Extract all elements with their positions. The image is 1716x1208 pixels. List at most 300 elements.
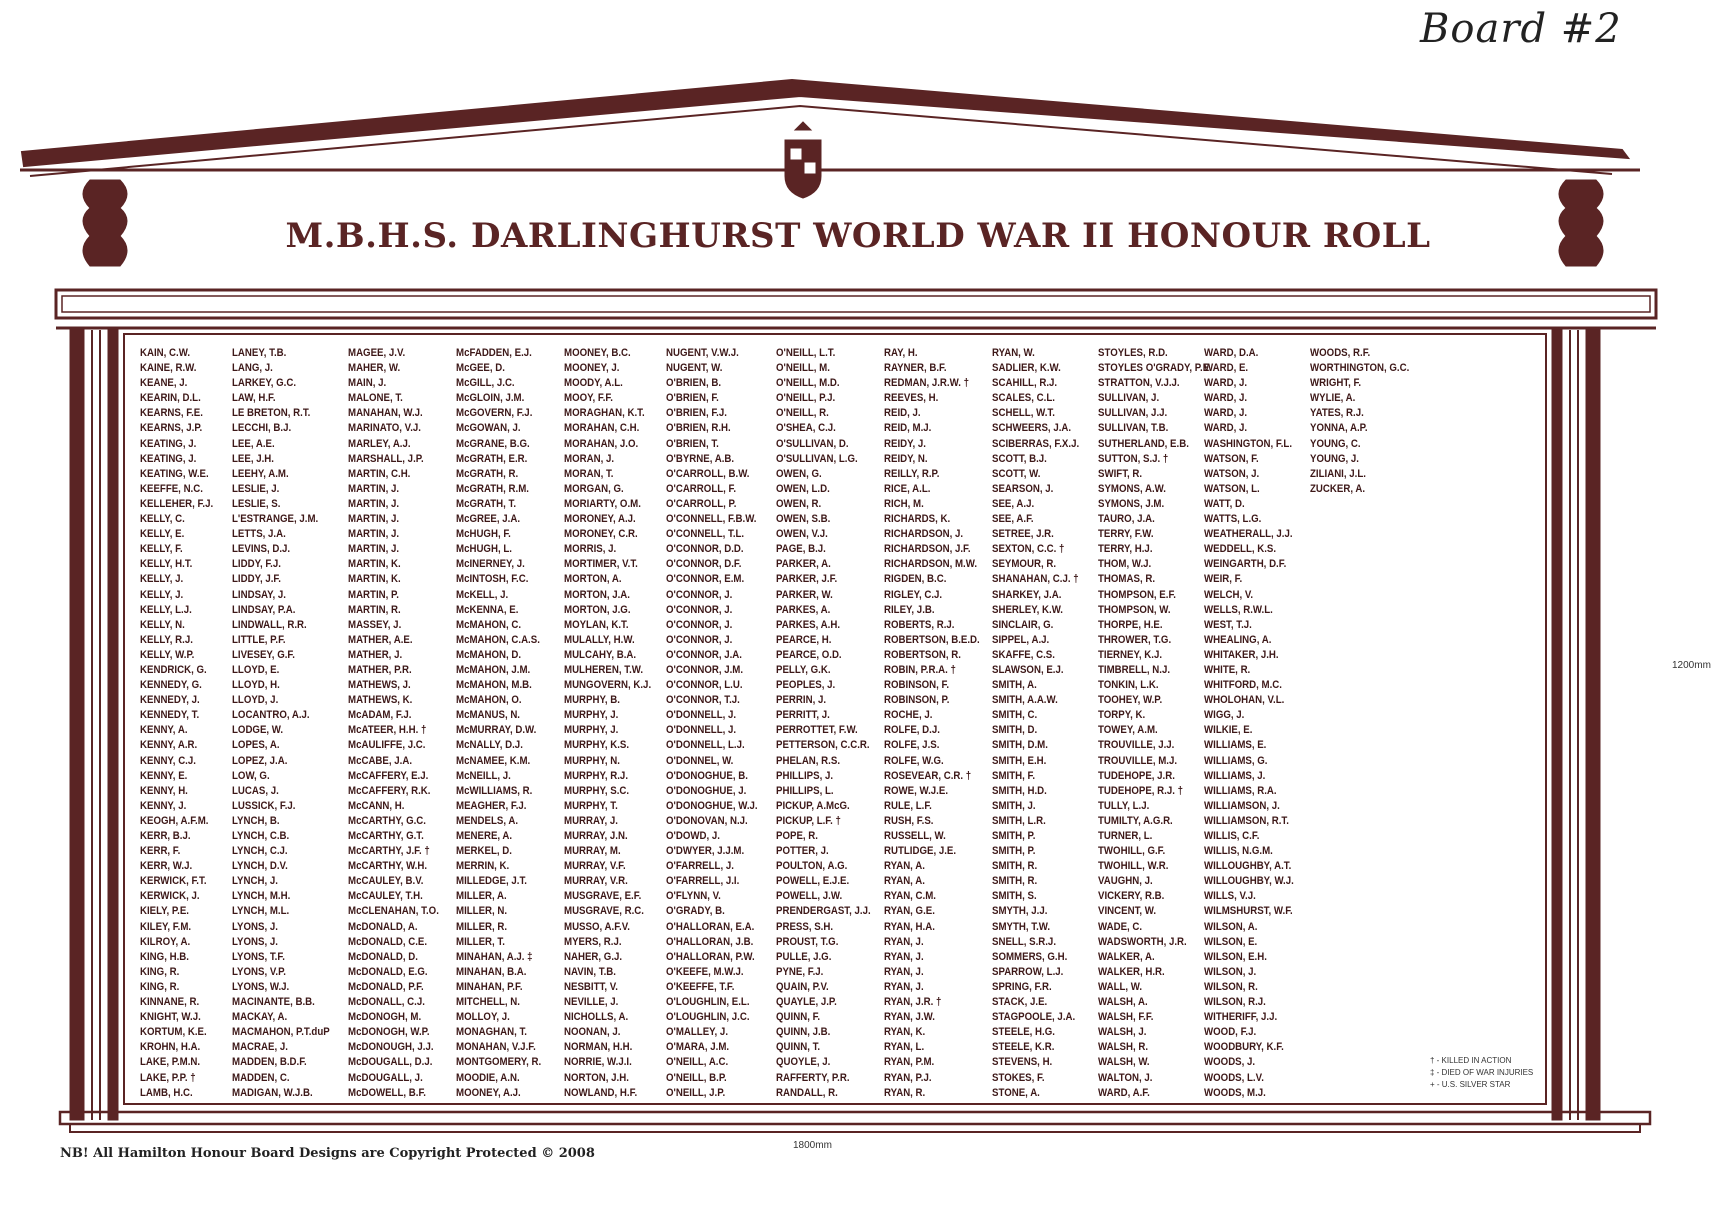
honour-name: McGRATH, R. bbox=[456, 467, 519, 480]
honour-name: PARKES, A. bbox=[776, 603, 831, 616]
honour-name: RYAN, J. bbox=[884, 935, 924, 948]
honour-name: LAKE, P.M.N. bbox=[140, 1056, 201, 1069]
honour-name: LEE, A.E. bbox=[232, 437, 275, 450]
copyright-notice: NB! All Hamilton Honour Board Designs are Copyright Protected © 2008 bbox=[60, 1146, 595, 1161]
honour-name: McADAM, F.J. bbox=[348, 709, 412, 722]
name-column bbox=[1098, 346, 1212, 1101]
honour-name: MURPHY, S.C. bbox=[564, 784, 630, 797]
honour-name: PAGE, B.J. bbox=[776, 543, 826, 556]
honour-name: McGRATH, T. bbox=[456, 497, 517, 510]
honour-name: RIGDEN, B.C. bbox=[884, 573, 947, 586]
honour-name: MORAGHAN, K.T. bbox=[564, 407, 645, 420]
honour-name: McHUGH, F. bbox=[456, 528, 511, 541]
honour-name: SCOTT, B.J. bbox=[992, 452, 1047, 465]
honour-name: McGREE, J.A. bbox=[456, 513, 521, 526]
honour-name: MOLLOY, J. bbox=[456, 1011, 510, 1024]
honour-name: MOONEY, J. bbox=[564, 362, 620, 375]
honour-name: O'SHEA, C.J. bbox=[776, 422, 836, 435]
honour-name: WILSON, R. bbox=[1204, 980, 1258, 993]
honour-name: O'CONNOR, J. bbox=[666, 633, 733, 646]
honour-name: SMITH, P. bbox=[992, 845, 1036, 858]
honour-name: MARTIN, J. bbox=[348, 528, 400, 541]
honour-name: MOONEY, B.C. bbox=[564, 347, 631, 359]
honour-name: O'DONOGHUE, W.J. bbox=[666, 799, 758, 812]
honour-name: McMURRAY, D.W. bbox=[456, 724, 537, 737]
honour-name: MURRAY, V.F. bbox=[564, 860, 626, 873]
honour-name: LUCAS, J. bbox=[232, 784, 279, 797]
honour-name: SEARSON, J. bbox=[992, 482, 1054, 495]
honour-name: WARD, J. bbox=[1204, 392, 1248, 405]
honour-name: KEATING, J. bbox=[140, 452, 197, 465]
honour-name: RYAN, J.R. † bbox=[884, 996, 942, 1009]
honour-name: KEANE, J. bbox=[140, 377, 188, 390]
honour-name: WILLIAMS, E. bbox=[1204, 739, 1267, 752]
honour-name: McGRANE, B.G. bbox=[456, 437, 530, 450]
honour-name: SETREE, J.R. bbox=[992, 528, 1054, 541]
honour-name: MOODY, A.L. bbox=[564, 377, 623, 390]
honour-name: RYAN, J.W. bbox=[884, 1011, 935, 1024]
honour-name: McINERNEY, J. bbox=[456, 558, 525, 571]
honour-name: O'CARROLL, P. bbox=[666, 497, 737, 510]
honour-name: MURPHY, N. bbox=[564, 754, 620, 767]
honour-name: OWEN, S.B. bbox=[776, 513, 831, 526]
honour-name: TWOHILL, G.F. bbox=[1098, 845, 1166, 858]
honour-name: LYONS, V.P. bbox=[232, 965, 286, 978]
honour-name: SUTTON, S.J. † bbox=[1098, 452, 1169, 465]
name-column bbox=[1204, 346, 1294, 1101]
honour-name: MANAHAN, W.J. bbox=[348, 407, 423, 420]
honour-name: WEDDELL, K.S. bbox=[1204, 543, 1277, 556]
honour-name: KROHN, H.A. bbox=[140, 1041, 201, 1054]
honour-name: RYAN, L. bbox=[884, 1041, 925, 1054]
honour-name: KEEFFE, N.C. bbox=[140, 482, 203, 495]
honour-name: MERRIN, K. bbox=[456, 860, 510, 873]
honour-name: QUAYLE, J.P. bbox=[776, 996, 837, 1009]
honour-name: SMITH, L.R. bbox=[992, 814, 1046, 827]
honour-name: LANG, J. bbox=[232, 362, 273, 375]
honour-name: MADDEN, C. bbox=[232, 1071, 290, 1084]
honour-name: ROCHE, J. bbox=[884, 709, 933, 722]
honour-name: McNEILL, J. bbox=[456, 769, 511, 782]
honour-name: MINAHAN, P.F. bbox=[456, 980, 523, 993]
honour-name: O'KEEFFE, T.F. bbox=[666, 980, 735, 993]
honour-name: ROBERTS, R.J. bbox=[884, 618, 955, 631]
honour-name: McCANN, H. bbox=[348, 799, 405, 812]
honour-name: SEE, A.F. bbox=[992, 513, 1034, 526]
honour-name: SMITH, F. bbox=[992, 769, 1036, 782]
honour-name: McMAHON, M.B. bbox=[456, 679, 532, 692]
honour-name: PICKUP, L.F. † bbox=[776, 814, 841, 827]
honour-name: MERKEL, D. bbox=[456, 845, 512, 858]
honour-name: O'NEILL, J.P. bbox=[666, 1086, 726, 1099]
honour-name: O'DONOGHUE, B. bbox=[666, 769, 748, 782]
honour-name: O'KEEFE, M.W.J. bbox=[666, 965, 744, 978]
honour-name: ROBIN, P.R.A. † bbox=[884, 663, 956, 676]
honour-name: LIDDY, J.F. bbox=[232, 573, 281, 586]
honour-name: McMAHON, C. bbox=[456, 618, 522, 631]
honour-name: MORTON, A. bbox=[564, 573, 622, 586]
honour-name: SOMMERS, G.H. bbox=[992, 950, 1068, 963]
honour-name: MATHER, A.E. bbox=[348, 633, 413, 646]
honour-name: STOYLES O'GRADY, P.E. bbox=[1098, 362, 1212, 375]
honour-name: WARD, D.A. bbox=[1204, 347, 1259, 359]
name-column bbox=[348, 346, 439, 1101]
height-dimension: 1200mm bbox=[1672, 660, 1711, 671]
honour-name: LITTLE, P.F. bbox=[232, 633, 286, 646]
honour-name: PULLE, J.G. bbox=[776, 950, 832, 963]
honour-name: NOWLAND, H.F. bbox=[564, 1086, 638, 1099]
honour-name: LYNCH, C.J. bbox=[232, 845, 288, 858]
honour-name: O'CONNOR, J.A. bbox=[666, 648, 742, 661]
honour-name: McAULIFFE, J.C. bbox=[348, 739, 426, 752]
honour-name: PEARCE, O.D. bbox=[776, 648, 842, 661]
honour-name: SCALES, C.L. bbox=[992, 392, 1055, 405]
honour-name: SHERLEY, K.W. bbox=[992, 603, 1064, 616]
honour-name: RICHARDSON, J. bbox=[884, 528, 964, 541]
honour-name: SEE, A.J. bbox=[992, 497, 1035, 510]
honour-name: O'NEILL, B.P. bbox=[666, 1071, 727, 1084]
honour-name: TERRY, F.W. bbox=[1098, 528, 1154, 541]
honour-name: McWILLIAMS, R. bbox=[456, 784, 533, 797]
honour-name: O'CARROLL, F. bbox=[666, 482, 737, 495]
honour-name: LEE, J.H. bbox=[232, 452, 274, 465]
honour-name: QUINN, F. bbox=[776, 1011, 821, 1024]
honour-name: WYLIE, A. bbox=[1310, 392, 1356, 405]
honour-name: KENNY, A. bbox=[140, 724, 188, 737]
honour-name: KENNEDY, J. bbox=[140, 694, 200, 707]
honour-name: LETTS, J.A. bbox=[232, 528, 286, 541]
name-column bbox=[992, 346, 1079, 1101]
honour-name: RYAN, A. bbox=[884, 860, 925, 873]
honour-name: LIVESEY, G.F. bbox=[232, 648, 295, 661]
honour-name: O'DONNELL, J. bbox=[666, 709, 737, 722]
honour-name: REID, J. bbox=[884, 407, 921, 420]
honour-name: LAW, H.F. bbox=[232, 392, 276, 405]
name-column bbox=[666, 346, 758, 1101]
honour-name: MACKAY, A. bbox=[232, 1011, 288, 1024]
honour-name: REILLY, R.P. bbox=[884, 467, 940, 480]
honour-name: WALSH, F.F. bbox=[1098, 1011, 1154, 1024]
honour-name: WATTS, L.G. bbox=[1204, 513, 1262, 526]
honour-name: WOODS, M.J. bbox=[1204, 1086, 1266, 1099]
honour-name: RICE, A.L. bbox=[884, 482, 931, 495]
honour-name: LYNCH, M.H. bbox=[232, 890, 291, 903]
honour-name: LINDSAY, J. bbox=[232, 588, 286, 601]
honour-name: MURRAY, J. bbox=[564, 814, 618, 827]
honour-name: TAURO, J.A. bbox=[1098, 513, 1155, 526]
honour-name: WORTHINGTON, G.C. bbox=[1310, 362, 1410, 375]
honour-name: KENNY, E. bbox=[140, 769, 188, 782]
honour-name: MORAHAN, C.H. bbox=[564, 422, 640, 435]
honour-name: WHOLOHAN, V.L. bbox=[1204, 694, 1285, 707]
honour-name: WALSH, R. bbox=[1098, 1041, 1149, 1054]
honour-name: WALKER, H.R. bbox=[1098, 965, 1165, 978]
honour-name: O'DOWD, J. bbox=[666, 830, 720, 842]
name-column bbox=[232, 346, 330, 1101]
honour-name: PELLY, G.K. bbox=[776, 663, 831, 676]
honour-name: O'HALLORAN, E.A. bbox=[666, 920, 755, 933]
honour-name: MURPHY, K.S. bbox=[564, 739, 630, 752]
honour-name: KING, H.B. bbox=[140, 950, 189, 963]
honour-name: WHEALING, A. bbox=[1204, 633, 1272, 646]
honour-name: MENERE, A. bbox=[456, 830, 513, 842]
legend-killed: † - KILLED IN ACTION bbox=[1430, 1056, 1512, 1065]
honour-name: WRIGHT, F. bbox=[1310, 377, 1362, 390]
honour-name: SINCLAIR, G. bbox=[992, 618, 1054, 631]
honour-name: REID, M.J. bbox=[884, 422, 932, 435]
honour-name: PARKES, A.H. bbox=[776, 618, 841, 631]
honour-name: KERR, F. bbox=[140, 845, 181, 858]
honour-name: O'GRADY, B. bbox=[666, 905, 725, 918]
honour-name: WALKER, A. bbox=[1098, 950, 1155, 963]
honour-name: KENDRICK, G. bbox=[140, 663, 207, 676]
honour-name: O'CONNOR, J. bbox=[666, 603, 733, 616]
honour-name: LAMB, H.C. bbox=[140, 1086, 193, 1099]
honour-name: VINCENT, W. bbox=[1098, 905, 1157, 918]
honour-name: O'CONNOR, D.D. bbox=[666, 543, 744, 556]
honour-name: McGRATH, E.R. bbox=[456, 452, 528, 465]
honour-name: MITCHELL, N. bbox=[456, 996, 520, 1009]
honour-name: PARKER, A. bbox=[776, 558, 831, 571]
honour-name: McGOWAN, J. bbox=[456, 422, 521, 435]
honour-name: REIDY, J. bbox=[884, 437, 926, 450]
honour-name: WHITAKER, J.H. bbox=[1204, 648, 1279, 661]
honour-name: McDONOUGH, J.J. bbox=[348, 1041, 434, 1054]
honour-name: McDONALD, A. bbox=[348, 920, 418, 933]
honour-name: RYAN, H.A. bbox=[884, 920, 935, 933]
honour-name: MULALLY, H.W. bbox=[564, 633, 635, 646]
honour-name: KELLY, J. bbox=[140, 588, 184, 601]
honour-name: SCAHILL, R.J. bbox=[992, 377, 1058, 390]
honour-name: LYNCH, D.V. bbox=[232, 860, 288, 873]
honour-name: WALSH, A. bbox=[1098, 996, 1148, 1009]
honour-name: TUDEHOPE, J.R. bbox=[1098, 769, 1175, 782]
honour-name: McDONALD, E.G. bbox=[348, 965, 428, 978]
honour-name: LOPEZ, J.A. bbox=[232, 754, 288, 767]
honour-name: O'CONNOR, D.F. bbox=[666, 558, 742, 571]
honour-name: MAHER, W. bbox=[348, 362, 401, 375]
honour-name: MATHER, P.R. bbox=[348, 663, 412, 676]
honour-name: SMITH, J. bbox=[992, 799, 1036, 812]
honour-name: KEARIN, D.L. bbox=[140, 392, 201, 405]
honour-name: KELLY, J. bbox=[140, 573, 184, 586]
name-column bbox=[456, 346, 541, 1101]
honour-name: MORAN, J. bbox=[564, 452, 615, 465]
honour-name: WHITE, R. bbox=[1204, 663, 1251, 676]
honour-name: MURRAY, J.N. bbox=[564, 830, 628, 842]
honour-name: MUSSO, A.F.V. bbox=[564, 920, 630, 933]
honour-name: McCARTHY, G.C. bbox=[348, 814, 426, 827]
honour-name: O'CONNELL, T.L. bbox=[666, 528, 745, 541]
honour-name: SYMONS, J.M. bbox=[1098, 497, 1165, 510]
honour-name: WARD, E. bbox=[1204, 362, 1249, 375]
honour-name: WARD, J. bbox=[1204, 377, 1248, 390]
honour-name: O'BRIEN, R.H. bbox=[666, 422, 731, 435]
honour-name: KELLY, E. bbox=[140, 528, 185, 541]
honour-name: RYAN, C.M. bbox=[884, 890, 937, 903]
honour-name: MARTIN, K. bbox=[348, 573, 401, 586]
honour-name: WEIR, F. bbox=[1204, 573, 1243, 586]
honour-name: RICHARDSON, M.W. bbox=[884, 558, 978, 571]
honour-name: PICKUP, A.McG. bbox=[776, 799, 850, 812]
honour-name: PEARCE, H. bbox=[776, 633, 832, 646]
honour-name: KAINE, R.W. bbox=[140, 362, 197, 375]
honour-name: WALTON, J. bbox=[1098, 1071, 1153, 1084]
honour-name: THOMPSON, W. bbox=[1098, 603, 1171, 616]
honour-name: STEELE, H.G. bbox=[992, 1026, 1055, 1039]
honour-name: PEOPLES, J. bbox=[776, 679, 836, 692]
honour-name: MILLER, N. bbox=[456, 905, 508, 918]
honour-name: LESLIE, J. bbox=[232, 482, 280, 495]
honour-name: SMITH, D.M. bbox=[992, 739, 1048, 752]
honour-name: SEXTON, C.C. † bbox=[992, 543, 1065, 556]
honour-name: MORONEY, C.R. bbox=[564, 528, 638, 541]
honour-name: WEST, T.J. bbox=[1204, 618, 1252, 631]
honour-name: WILLS, V.J. bbox=[1204, 890, 1256, 903]
honour-name: LOW, G. bbox=[232, 769, 270, 782]
honour-name: O'SULLIVAN, D. bbox=[776, 437, 849, 450]
honour-name: LEVINS, D.J. bbox=[232, 543, 291, 556]
honour-name: O'DONOGHUE, J. bbox=[666, 784, 747, 797]
honour-name: O'DONNELL, J. bbox=[666, 724, 737, 737]
honour-name: MONAGHAN, T. bbox=[456, 1026, 527, 1039]
honour-name: TORPY, K. bbox=[1098, 709, 1146, 722]
honour-name: LYNCH, C.B. bbox=[232, 830, 290, 842]
honour-name: McGOVERN, F.J. bbox=[456, 407, 533, 420]
honour-name: ROWE, W.J.E. bbox=[884, 784, 949, 797]
honour-name: LLOYD, H. bbox=[232, 679, 280, 692]
honour-name: O'CONNOR, J. bbox=[666, 618, 733, 631]
honour-name: McCAFFERY, E.J. bbox=[348, 769, 429, 782]
honour-name: O'CONNOR, E.M. bbox=[666, 573, 745, 586]
honour-name: LYONS, J. bbox=[232, 920, 278, 933]
honour-name: STONE, A. bbox=[992, 1086, 1040, 1099]
honour-name: McCLENAHAN, T.O. bbox=[348, 905, 439, 918]
honour-name: MATHEWS, K. bbox=[348, 694, 413, 707]
width-dimension: 1800mm bbox=[793, 1140, 832, 1151]
honour-name: McDONALL, C.J. bbox=[348, 996, 425, 1009]
honour-name: RYAN, P.M. bbox=[884, 1056, 935, 1069]
names-panel bbox=[140, 346, 1520, 1099]
honour-name: MORTIMER, V.T. bbox=[564, 558, 638, 571]
honour-name: TOOHEY, W.P. bbox=[1098, 694, 1163, 707]
honour-name: MURRAY, M. bbox=[564, 845, 621, 858]
honour-name: LE BRETON, R.T. bbox=[232, 407, 311, 420]
honour-name: MARTIN, R. bbox=[348, 603, 401, 616]
honour-name: SCOTT, W. bbox=[992, 467, 1041, 480]
honour-name: LEEHY, A.M. bbox=[232, 467, 289, 480]
honour-name: O'HALLORAN, J.B. bbox=[666, 935, 754, 948]
honour-name: SCHWEERS, J.A. bbox=[992, 422, 1072, 435]
honour-name: KELLY, N. bbox=[140, 618, 185, 631]
honour-name: WILLIS, C.F. bbox=[1204, 830, 1260, 842]
honour-name: KING, R. bbox=[140, 980, 180, 993]
honour-name: ROLFE, D.J. bbox=[884, 724, 940, 737]
honour-name: WOODS, L.V. bbox=[1204, 1071, 1264, 1084]
honour-name: O'CONNOR, T.J. bbox=[666, 694, 740, 707]
honour-name: MARTIN, J. bbox=[348, 497, 400, 510]
honour-name: THOM, W.J. bbox=[1098, 558, 1152, 571]
honour-name: SMITH, C. bbox=[992, 709, 1038, 722]
honour-name: O'CONNELL, F.B.W. bbox=[666, 513, 757, 526]
honour-name: O'LOUGHLIN, J.C. bbox=[666, 1011, 750, 1024]
honour-name: THOMPSON, E.F. bbox=[1098, 588, 1176, 601]
honour-name: MURPHY, J. bbox=[564, 724, 619, 737]
honour-name: NUGENT, W. bbox=[666, 362, 723, 375]
honour-name: THOMAS, R. bbox=[1098, 573, 1156, 586]
honour-name: McCAULEY, B.V. bbox=[348, 875, 424, 888]
name-column bbox=[776, 346, 871, 1101]
honour-name: PHELAN, R.S. bbox=[776, 754, 841, 767]
honour-name: PARKER, W. bbox=[776, 588, 833, 601]
honour-name: REDMAN, J.R.W. † bbox=[884, 377, 969, 390]
honour-name: MARTIN, C.H. bbox=[348, 467, 411, 480]
honour-name: KENNY, J. bbox=[140, 799, 187, 812]
honour-name: McGRATH, R.M. bbox=[456, 482, 529, 495]
honour-name: ROBERTSON, R. bbox=[884, 648, 961, 661]
honour-name: WILLOUGHBY, A.T. bbox=[1204, 860, 1292, 873]
honour-name: NORRIE, W.J.I. bbox=[564, 1056, 632, 1069]
honour-name: SMYTH, T.W. bbox=[992, 920, 1051, 933]
honour-name: McCABE, J.A. bbox=[348, 754, 413, 767]
honour-name: TROUVILLE, M.J. bbox=[1098, 754, 1178, 767]
honour-name: MAIN, J. bbox=[348, 377, 387, 390]
honour-name: LLOYD, E. bbox=[232, 663, 280, 676]
honour-name: LLOYD, J. bbox=[232, 694, 279, 707]
honour-name: WILLIS, N.G.M. bbox=[1204, 845, 1273, 858]
honour-name: WARD, J. bbox=[1204, 407, 1248, 420]
honour-name: WATSON, L. bbox=[1204, 482, 1260, 495]
honour-name: WELLS, R.W.L. bbox=[1204, 603, 1273, 616]
honour-name: WILLIAMSON, J. bbox=[1204, 799, 1280, 812]
honour-name: STEVENS, H. bbox=[992, 1056, 1053, 1069]
honour-name: PHILLIPS, J. bbox=[776, 769, 834, 782]
honour-name: RYAN, W. bbox=[992, 347, 1035, 359]
honour-name: O'DWYER, J.J.M. bbox=[666, 845, 745, 858]
honour-name: McCARTHY, G.T. bbox=[348, 830, 424, 842]
honour-name: WOOD, F.J. bbox=[1204, 1026, 1257, 1039]
honour-name: SMITH, P. bbox=[992, 830, 1036, 842]
honour-name: PERRIN, J. bbox=[776, 694, 827, 707]
honour-name: RYAN, A. bbox=[884, 875, 925, 888]
honour-name: WATSON, J. bbox=[1204, 467, 1260, 480]
honour-name: O'NEILL, A.C. bbox=[666, 1056, 729, 1069]
honour-name: TWOHILL, W.R. bbox=[1098, 860, 1169, 873]
honour-name: NOONAN, J. bbox=[564, 1026, 621, 1039]
honour-name: SMYTH, J.J. bbox=[992, 905, 1048, 918]
honour-name: WILSON, J. bbox=[1204, 965, 1257, 978]
honour-name: McGILL, J.C. bbox=[456, 377, 515, 390]
honour-name: MATHER, J. bbox=[348, 648, 403, 661]
honour-name: TERRY, H.J. bbox=[1098, 543, 1153, 556]
honour-name: KINNANE, R. bbox=[140, 996, 200, 1009]
honour-name: O'NEILL, L.T. bbox=[776, 347, 836, 359]
honour-name: WILMSHURST, W.F. bbox=[1204, 905, 1293, 918]
honour-name: O'CONNOR, L.U. bbox=[666, 679, 743, 692]
honour-name: TIERNEY, K.J. bbox=[1098, 648, 1163, 661]
honour-name: RYAN, J. bbox=[884, 965, 924, 978]
honour-name: SIPPEL, A.J. bbox=[992, 633, 1050, 646]
honour-name: MADDEN, B.D.F. bbox=[232, 1056, 307, 1069]
honour-name: McCARTHY, J.F. † bbox=[348, 845, 430, 858]
honour-name: KEOGH, A.F.M. bbox=[140, 814, 209, 827]
honour-name: ROBERTSON, B.E.D. bbox=[884, 633, 980, 646]
honour-name: McDONALD, D. bbox=[348, 950, 418, 963]
honour-name: LANEY, T.B. bbox=[232, 347, 287, 359]
honour-name: RYAN, R. bbox=[884, 1086, 926, 1099]
honour-name: SEYMOUR, R. bbox=[992, 558, 1057, 571]
honour-name: McGEE, D. bbox=[456, 362, 505, 375]
